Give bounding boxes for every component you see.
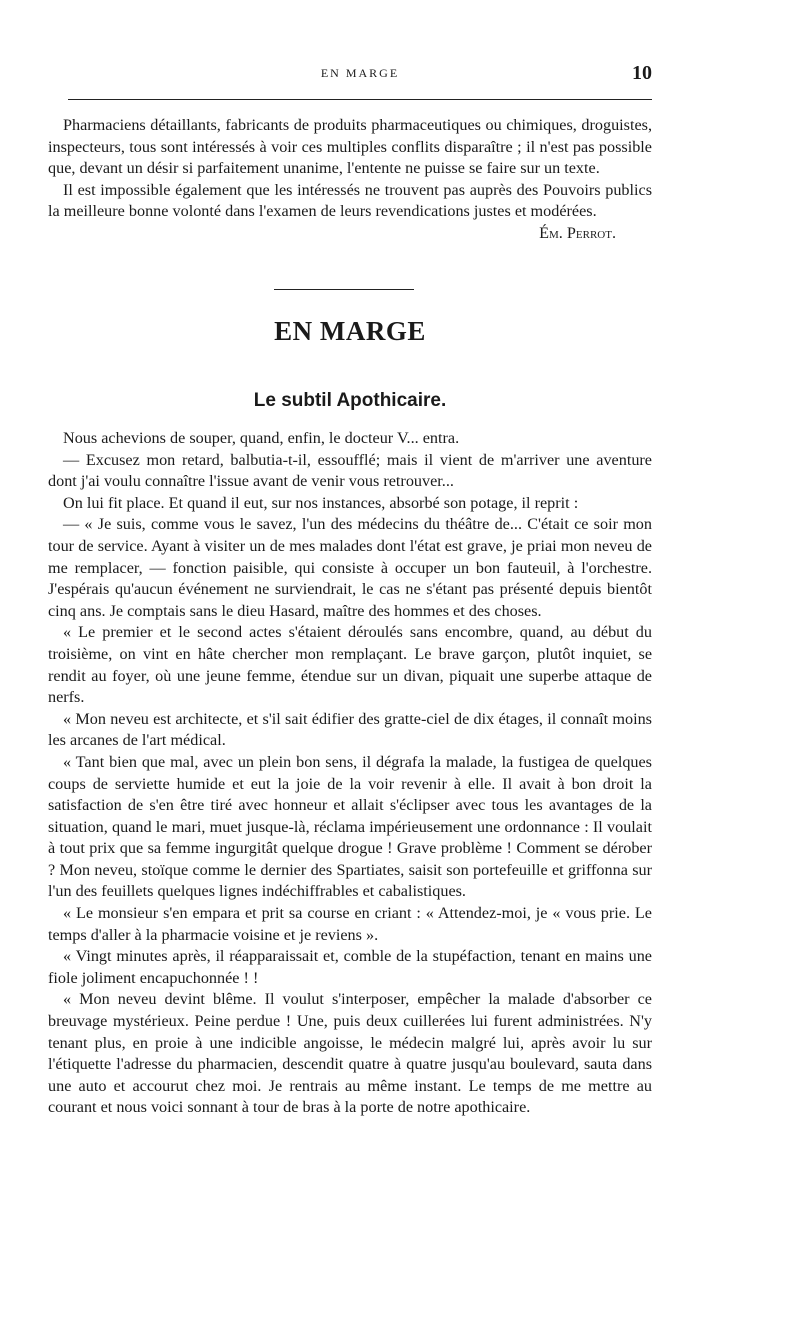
- running-head: [68, 62, 652, 92]
- running-title: EN MARGE: [320, 66, 400, 80]
- article-paragraph: « Le premier et le second actes s'étaient déroulés sans encombre, quand, au début du troisième, on vint en hâte chercher mon remplaçant. Le brave garçon, plutôt inquiet, se rendit au foyer, où une jeune femme, étendue sur un divan, piquait une superbe attaque de nerfs.: [48, 623, 652, 707]
- article-paragraph: « Le monsieur s'en empara et prit sa course en criant : « Attendez-moi, je « vous prie. Le temps d'aller à la pharmacie voisine et je reviens ».: [48, 904, 652, 944]
- article-body: [48, 428, 652, 1119]
- author-signature: Ém. Perrot.: [539, 223, 616, 242]
- article-paragraph: On lui fit place. Et quand il eut, sur nos instances, absorbé son potage, il reprit :: [63, 493, 579, 512]
- article-paragraph: « Mon neveu devint blême. Il voulut s'interposer, empêcher la malade d'absorber ce breuvage mystérieux. Peine perdue ! Une, puis deux cuillerées lui furent administrées. N'y tenant plus, en proie à une indicible angoisse, le médecin malgré lui, après avoir lu sur l'étiquette l'adresse du pharmacien, descendit quatre à quatre jusqu'au boulevard, sauta dans une auto et accourut chez moi. Je rentrais au même instant. Le temps de me mettre au courant et nous voici sonnant à tour de bras à la porte de notre apothicaire.: [48, 990, 652, 1117]
- section-divider: [274, 289, 414, 290]
- article-paragraph: Nous achevions de souper, quand, enfin, le docteur V... entra.: [63, 429, 460, 447]
- header-rule: [68, 99, 652, 100]
- intro-paragraph: Il est impossible également que les intéressés ne trouvent pas auprès des Pouvoirs publics la meilleure bonne volonté dans l'examen de leurs revendications justes et modérées.: [48, 180, 652, 221]
- signature-line: [48, 223, 652, 245]
- section-title: EN MARGE: [274, 316, 426, 346]
- intro-text: [48, 115, 652, 245]
- article-paragraph: — « Je suis, comme vous le savez, l'un des médecins du théâtre de... C'était ce soir mon tour de service. Ayant à visiter un de mes malades dont l'état est grave, je priai mon neveu de me remplacer, — fonction paisible, qui consiste à occuper un bon fauteuil, à l'orchestre. J'espérais qu'aucun événement ne surviendrait, le cas ne s'étant pas présenté depuis bientôt cinq ans. Je comptais sans le dieu Hasard, maître des hommes et des choses.: [48, 515, 652, 620]
- intro-paragraph: Pharmaciens détaillants, fabricants de produits pharmaceutiques ou chimiques, droguistes, inspecteurs, tous sont intéressés à voir ces multiples conflits disparaître ; il n'est pas possible que, devant un désir si parfaitement unanime, l'entente ne puisse se faire sur un texte.: [48, 116, 652, 178]
- article-paragraph: — Excusez mon retard, balbutia-t-il, essoufflé; mais il vient de m'arriver une aventure dont j'ai voulu connaître l'issue avant de venir vous retrouver...: [48, 450, 652, 491]
- article-paragraph: « Vingt minutes après, il réapparaissait et, comble de la stupéfaction, tenant en mains une fiole joliment encapuchonnée ! !: [48, 947, 652, 987]
- article-paragraph: « Tant bien que mal, avec un plein bon sens, il dégrafa la malade, la fustigea de quelques coups de serviette humide et eut la joie de la voir revenir à elle. Il avait à bon droit la satisfaction de s'en être tiré avec honneur et allait s'éclipser avec tous les avantages de la situation, quand le mari, muet jusque-là, réclama impérieusement une ordonnance : Il voulait à tout prix que sa femme ingurgitât quelque drogue ! Grave problème ! Comment se dérober ? Mon neveu, stoïque comme le dernier des Spartiates, saisit son portefeuille et griffonna sur l'un des feuillets quelques lignes indéchiffrables et cabalistiques.: [48, 752, 652, 901]
- article-subtitle: Le subtil Apothicaire.: [253, 390, 447, 411]
- page-number: 10: [632, 62, 652, 84]
- article-paragraph: « Mon neveu est architecte, et s'il sait édifier des gratte-ciel de dix étages, il connaît moins les arcanes de l'art médical.: [48, 709, 652, 750]
